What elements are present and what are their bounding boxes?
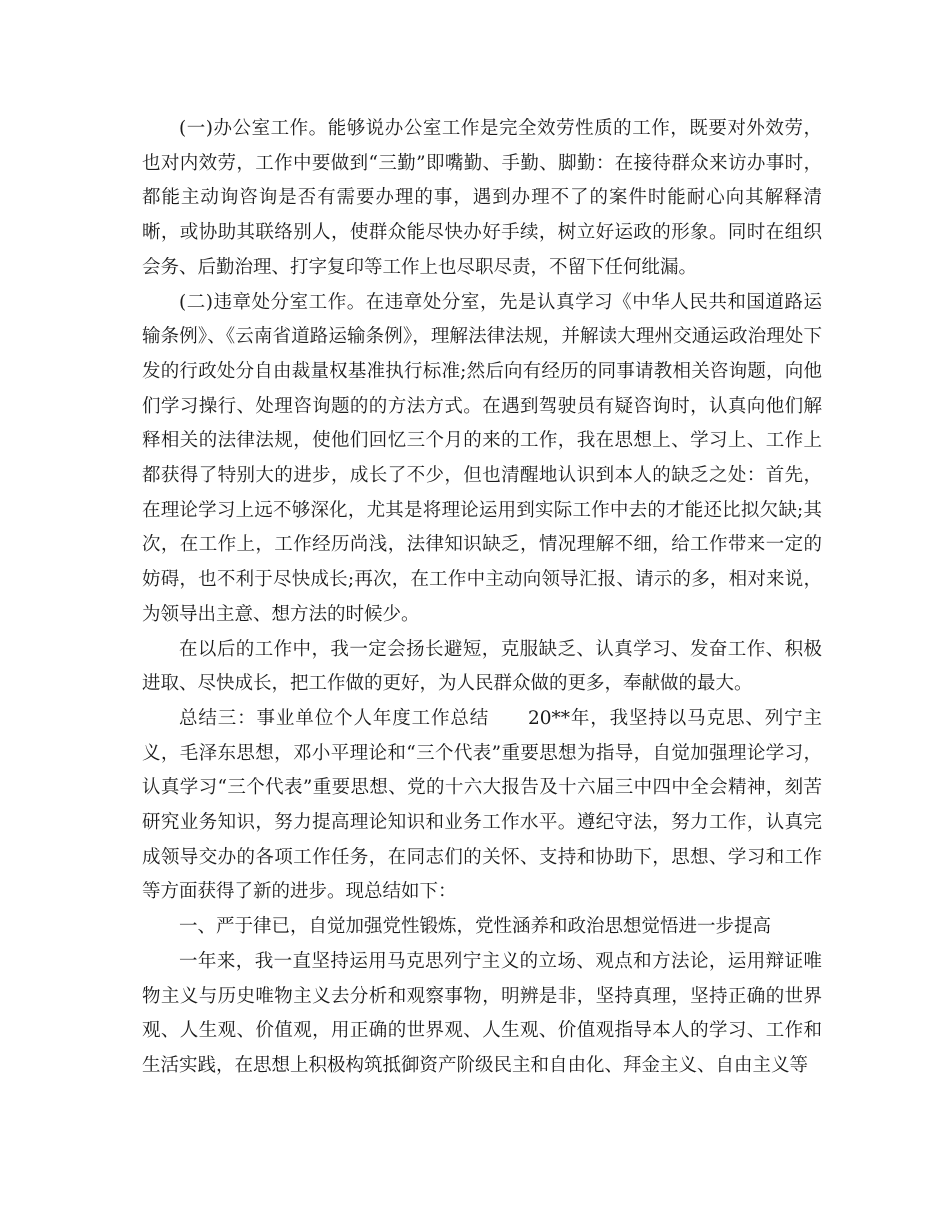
document-page (142, 112, 822, 1084)
paragraph-violation-office: (二)违章处分室工作。在违章处分室，先是认真学习《中华人民共和国道路运输条例》、《云南省道路运输条例》，理解法律法规，并解读大理州交通运政治理处下发的行政处分自由裁量权基准执行标准;然后向有经历的同事请教相关咨询题，向他们学习操行、处理咨询题的的方法方式。在遇到驾驶员有疑咨询时，认真向他们解释相关的法律法规，使他们回忆三个月的来的工作，我在思想上、学习上、工作上都获得了特别大的进步，成长了不少，但也清醒地认识到本人的缺乏之处：首先，在理论学习上远不够深化，尤其是将理论运用到实际工作中去的才能还比拟欠缺;其次，在工作上，工作经历尚浅，法律知识缺乏，情况理解不细，给工作带来一定的妨碍，也不利于尽快成长;再次，在工作中主动向领导汇报、请示的多，相对来说，为领导出主意、想方法的时候少。 (142, 291, 822, 625)
paragraph-future-work: 在以后的工作中，我一定会扬长避短，克服缺乏、认真学习、发奋工作、积极进取、尽快成长，把工作做的更好，为人民群众做的更多，奉献做的最大。 (142, 638, 822, 695)
paragraph-summary-three: 总结三：事业单位个人年度工作总结 20**年，我坚持以马克思、列宁主义，毛泽东思想，邓小平理论和“三个代表”重要思想为指导，自觉加强理论学习，认真学习“三个代表”重要思想、党的十六大报告及十六届三中四中全会精神，刻苦研究业务知识，努力提高理论知识和业务工作水平。遵纪守法，努力工作，认真完成领导交办的各项工作任务，在同志们的关怀、支持和协助下，思想、学习和工作等方面获得了新的进步。现总结如下： (142, 707, 822, 903)
paragraph-year-review: 一年来，我一直坚持运用马克思列宁主义的立场、观点和方法论，运用辩证唯物主义与历史唯物主义去分析和观察事物，明辨是非，坚持真理，坚持正确的世界观、人生观、价值观，用正确的世界观、人生观、价值观指导本人的学习、工作和生活实践，在思想上积极构筑抵御资产阶级民主和自由化、拜金主义、自由主义等 (142, 950, 822, 1076)
section-heading-one: 一、严于律已，自觉加强党性锻炼，党性涵养和政治思想觉悟进一步提高 (179, 916, 772, 938)
paragraph-office-work: (一)办公室工作。能够说办公室工作是完全效劳性质的工作，既要对外效劳，也对内效劳，工作中要做到“三勤”即嘴勤、手勤、脚勤：在接待群众来访办事时，都能主动询咨询是否有需要办理的事，遇到办理不了的案件时能耐心向其解释清晰，或协助其联络别人，使群众能尽快办好手续，树立好运政的形象。同时在组织会务、后勤治理、打字复印等工作上也尽职尽责，不留下任何纰漏。 (142, 118, 822, 278)
